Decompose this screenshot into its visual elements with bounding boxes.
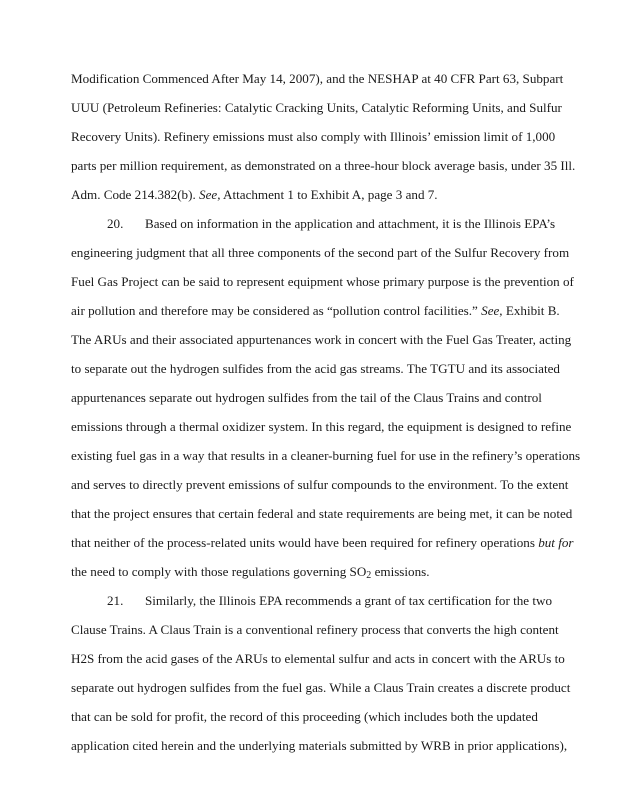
text-line: Fuel Gas Project can be said to represent equipment whose primary purpose is the prevention of: [71, 274, 574, 289]
text-line: Modification Commenced After May 14, 2007), and the NESHAP at 40 CFR Part 63, Subpart: [71, 71, 564, 86]
text-line: separate out hydrogen sulfides from the fuel gas. While a Claus Train creates a discrete product: [71, 680, 571, 695]
text-line: engineering judgment that all three components of the second part of the Sulfur Recovery from: [71, 245, 570, 260]
text-line: that the project ensures that certain federal and state requirements are being met, it can be noted: [71, 506, 573, 521]
text-line: the need to comply with those regulations governing $SO_2$ emissions.: [71, 564, 430, 581]
paragraph-number: 20.: [107, 216, 124, 231]
text-line: and serves to directly prevent emissions of sulfur compounds to the environment. To the extent: [71, 477, 569, 492]
text-line: H2S from the acid gases of the ARUs to elemental sulfur and acts in concert with the ARUs to: [71, 651, 565, 666]
citation-signal: See,: [481, 303, 503, 318]
text-line: to separate out the hydrogen sulfides from the acid gas streams. The TGTU and its associated: [71, 361, 560, 376]
text-line: appurtenances separate out hydrogen sulfides from the tail of the Claus Trains and control: [71, 390, 542, 405]
paragraph-20-first-line: 20. Based on information in the application and attachment, it is the Illinois EPA’s: [107, 216, 556, 231]
paragraph-21-first-line: 21. Similarly, the Illinois EPA recommends a grant of tax certification for the two: [107, 593, 553, 608]
text-line: Recovery Units). Refinery emissions must also comply with Illinois’ emission limit of 1,000: [71, 129, 556, 144]
paragraph-number: 21.: [107, 593, 124, 608]
text-line: air pollution and therefore may be considered as “pollution control facilities.” See, Exhibit B.: [71, 303, 560, 318]
emphasis-text: but for: [538, 535, 574, 550]
text-line: UUU (Petroleum Refineries: Catalytic Cracking Units, Catalytic Reforming Units, and Sulfur: [71, 100, 562, 115]
text-line: emissions through a thermal oxidizer system. In this regard, the equipment is designed to refine: [71, 419, 572, 434]
text-line: existing fuel gas in a way that results in a cleaner-burning fuel for use in the refinery’s operations: [71, 448, 581, 463]
text-line: parts per million requirement, as demonstrated on a three-hour block average basis, under 35 Ill.: [71, 158, 576, 173]
text-line: Clause Trains. A Claus Train is a conventional refinery process that converts the high content: [71, 622, 559, 637]
subscript: 2: [366, 570, 372, 581]
citation-signal: See,: [199, 187, 221, 202]
text-line: that neither of the process-related units would have been required for refinery operations but for: [71, 535, 574, 550]
text-line: The ARUs and their associated appurtenances work in concert with the Fuel Gas Treater, acting: [71, 332, 572, 347]
text-line: Adm. Code 214.382(b). See, Attachment 1 to Exhibit A, page 3 and 7.: [71, 187, 438, 202]
text-line: application cited herein and the underlying materials submitted by WRB in prior applications),: [71, 738, 568, 753]
text-line: that can be sold for profit, the record of this proceeding (which includes both the updated: [71, 709, 538, 724]
